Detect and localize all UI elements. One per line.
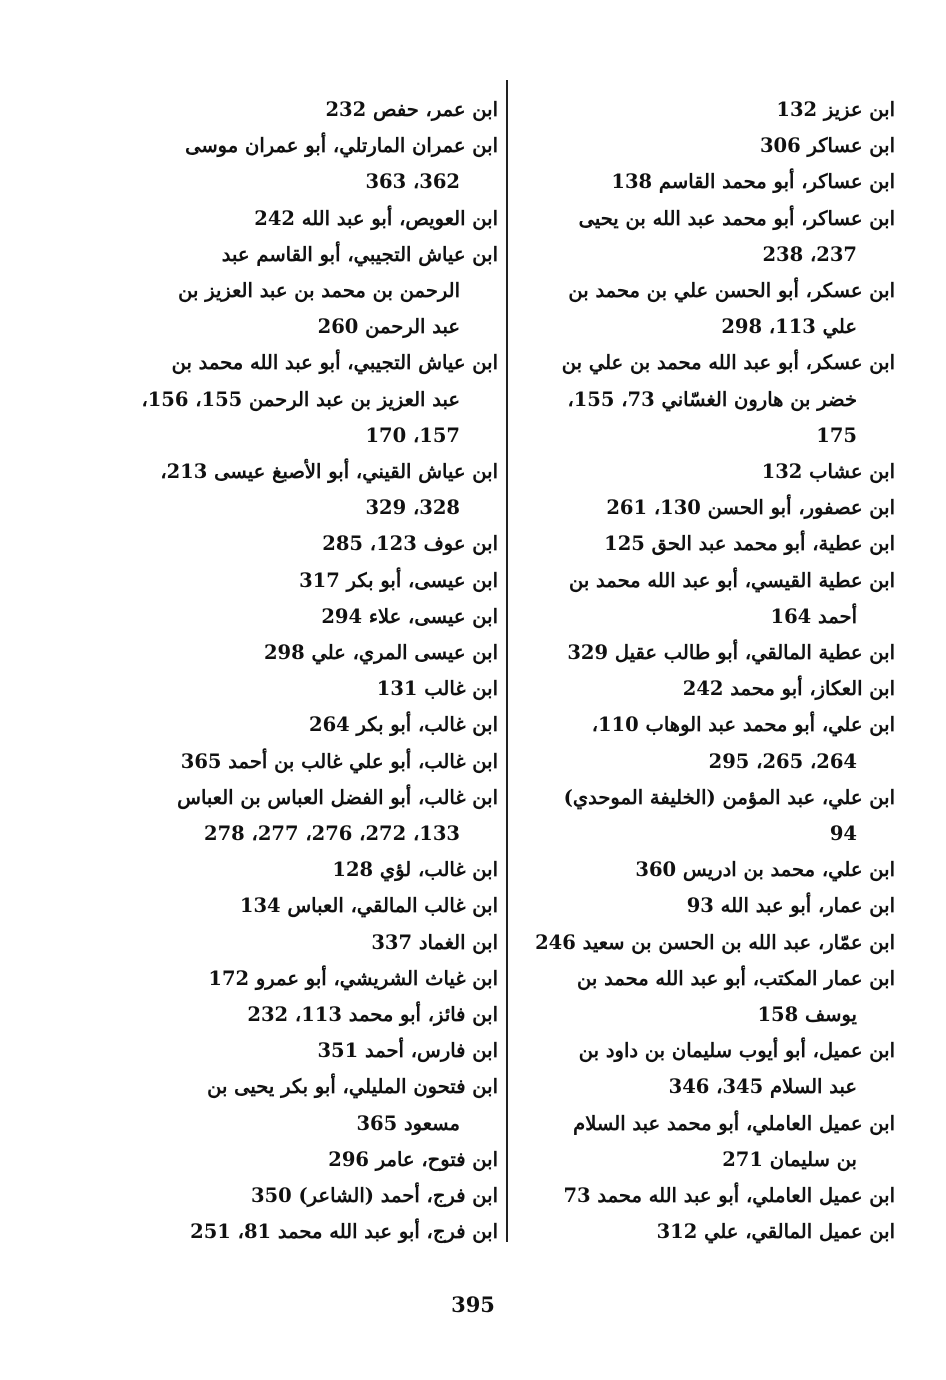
index-entry-continuation: 94 [829,822,857,846]
index-entry-line: ابن عطية القيسي، أبو عبد الله محمد بن [569,568,895,592]
index-entry [515,345,895,454]
index-entry [515,201,895,273]
index-entry-line: ابن غالب، أبو الفضل العباس بن العباس [177,785,498,809]
index-entry [515,707,895,779]
index-entry-line: ابن غالب 131 [376,677,498,701]
index-entry-line: ابن عساكر، أبو محمد القاسم 138 [611,170,895,194]
index-entry [120,925,498,961]
index-entry [515,164,895,200]
index-entry [120,744,498,780]
index-entry-continuation: بن سليمان 271 [722,1147,857,1171]
index-entry [515,454,895,490]
index-entry [120,201,498,237]
index-entry [515,273,895,345]
index-entry-line: ابن العويص، أبو عبد الله 242 [254,206,498,230]
index-entry [120,92,498,128]
page-number: 395 [451,1292,495,1317]
index-entry-line: ابن عساكر 306 [759,134,895,158]
index-entry-continuation: خضر بن هارون الغسّاني 73، 155، [567,387,857,411]
index-entry [120,563,498,599]
index-entry-continuation: علي 113، 298 [721,315,857,339]
index-entry [120,888,498,924]
index-entry-line: ابن عمران المارتلي، أبو عمران موسى [185,134,498,158]
index-entry-line: ابن عسكر، أبو الحسن علي بن محمد بن [568,279,895,303]
column-divider [506,80,508,1242]
index-entry [120,707,498,743]
index-entry-line: ابن علي، عبد المؤمن (الخليفة الموحدي) [563,785,895,809]
index-entry-continuation: الرحمن بن محمد بن عبد العزيز بن [178,279,460,303]
index-entry-line: ابن عوف 123، 285 [322,532,498,556]
index-entry-line: ابن عشاب 132 [761,460,895,484]
index-entry [515,925,895,961]
index-entry [515,490,895,526]
index-entry [515,128,895,164]
index-entry-line: ابن عميل العاملي، أبو محمد عبد السلام [573,1111,895,1135]
index-entry-line: ابن فرج، أحمد (الشاعر) 350 [250,1184,498,1208]
index-entry [515,671,895,707]
index-entry-continuation: 237، 238 [762,242,857,266]
index-entry-line: ابن عميل، أبو أيوب سليمان بن داود بن [578,1039,895,1063]
index-entry [120,671,498,707]
index-entry-line: ابن غالب، أبو بكر 264 [309,713,498,737]
index-entry-line: ابن عمار المكتب، أبو عبد الله محمد بن [577,966,895,990]
index-entry-line: ابن عيسى، علاء 294 [321,604,498,628]
index-entry-line: ابن عطية، أبو محمد عبد الحق 125 [604,532,895,556]
index-entry-line: ابن عياش التجيبي، أبو القاسم عبد [221,242,498,266]
index-entry-line: ابن عزيز 132 [776,98,895,121]
index-entry-line: ابن علي، محمد بن ادريس 360 [635,858,895,882]
index-entry [515,1178,895,1214]
index-entry [120,852,498,888]
index-entry [515,526,895,562]
index-entry-line: ابن عيسى المري، علي 298 [263,641,498,665]
index-entry-line: ابن فارس، أحمد 351 [317,1039,498,1063]
index-entry [120,345,498,454]
index-entry-continuation: 133، 272، 276، 277، 278 [204,822,460,846]
index-entry-line: ابن عمّار، عبد الله بن الحسن بن سعيد 246 [535,930,895,954]
index-entry [120,237,498,346]
index-entry [120,128,498,200]
index-entry-line: ابن فائز، أبو محمد 113، 232 [247,1003,498,1027]
index-entry [120,454,498,526]
index-entry [515,1214,895,1250]
index-entry-continuation: 362، 363 [365,170,460,194]
index-entry-line: ابن عياش التجيبي، أبو عبد الله محمد بن [171,351,498,375]
index-entry [515,780,895,852]
index-entry-line: ابن عميل المالقي، علي 312 [656,1220,895,1244]
index-entry [120,1033,498,1069]
index-column-right [515,92,895,1251]
index-entry-line: ابن الغماد 337 [371,930,498,954]
index-entry-line: ابن عسكر، أبو عبد الله محمد بن علي بن [561,351,895,375]
index-entry [515,888,895,924]
index-entry [515,92,895,128]
index-entry-continuation: 157، 170 [365,423,460,447]
index-entry-line: ابن غالب، أبو علي غالب بن أحمد 365 [180,749,498,773]
index-entry-line: ابن عمار، أبو عبد الله 93 [686,894,895,918]
index-entry [120,1069,498,1141]
index-entry-line: ابن عطية المالقي، أبو طالب عقيل 329 [567,641,895,665]
index-entry-line: ابن عمر، حفص 232 [325,98,498,121]
index-entry-line: ابن عساكر، أبو محمد عبد الله بن يحيى [578,206,895,230]
index-entry [120,526,498,562]
index-entry [120,961,498,997]
index-entry-line: ابن عيسى، أبو بكر 317 [299,568,498,592]
index-entry [120,780,498,852]
index-entry-continuation: 175 [816,423,857,447]
index-entry-line: ابن فتوح، عامر 296 [328,1147,498,1171]
index-entry-line: ابن العكاز، أبو محمد 242 [682,677,895,701]
index-entry-line: ابن غياث الشريشي، أبو عمرو 172 [208,966,498,990]
index-entry-line: ابن عميل العاملي، أبو عبد الله محمد 73 [563,1184,895,1208]
index-entry [120,1214,498,1250]
index-entry-continuation: عبد الرحمن 260 [317,315,460,339]
index-entry [515,563,895,635]
index-entry-line: ابن غالب المالقي، العباس 134 [239,894,498,918]
index-entry-line: ابن علي، أبو محمد عبد الوهاب 110، [591,713,895,737]
index-entry-line: ابن غالب، لؤي 128 [332,858,498,882]
index-entry-line: ابن عياش القيني، أبو الأصبغ عيسى 213، [160,460,498,484]
index-entry-continuation: عبد العزيز بن عبد الرحمن 155، 156، [141,387,460,411]
index-entry-line: ابن عصفور، أبو الحسن 130، 261 [606,496,895,520]
index-entry-continuation: 328، 329 [365,496,460,520]
index-entry [120,635,498,671]
index-entry-continuation: مسعود 365 [356,1111,460,1135]
index-entry [515,1033,895,1105]
index-entry-line: ابن فتحون المليلي، أبو بكر يحيى بن [207,1075,498,1099]
index-entry-continuation: أحمد 164 [770,604,857,628]
index-entry [120,1178,498,1214]
index-entry [515,852,895,888]
index-entry [515,961,895,1033]
index-column-left [120,92,498,1251]
index-entry-continuation: يوسف 158 [757,1003,857,1027]
index-entry-continuation: عبد السلام 345، 346 [668,1075,857,1099]
index-entry [515,1106,895,1178]
index-entry [120,1142,498,1178]
index-entry [515,635,895,671]
index-entry-line: ابن فرج، أبو عبد الله محمد 81، 251 [190,1220,498,1244]
index-entry [120,997,498,1033]
index-entry-continuation: 264، 265، 295 [708,749,857,773]
index-entry [120,599,498,635]
